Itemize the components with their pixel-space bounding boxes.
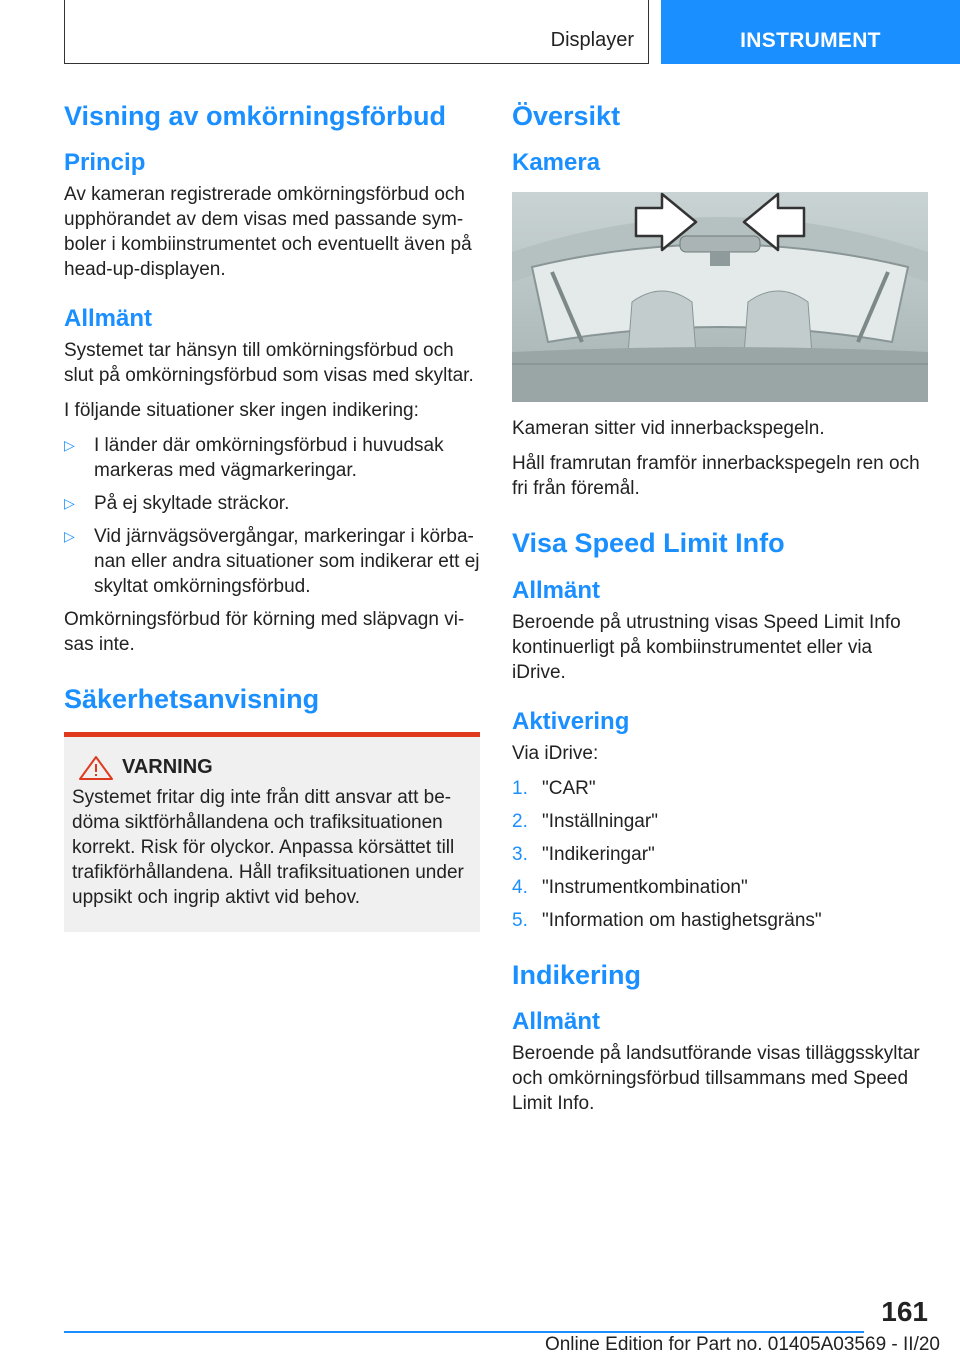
- list-item: 1. "CAR": [512, 777, 596, 799]
- allmant-text-2: I följande situationer sker ingen indikering:: [64, 400, 419, 422]
- heading-indikering-allmant: Allmänt: [512, 1008, 601, 1036]
- warning-header: [72, 755, 470, 781]
- section-title-safety: Säkerhetsanvisning: [64, 684, 320, 715]
- triangle-bullet-icon: ▷: [64, 495, 75, 512]
- page-number: 161: [881, 1296, 928, 1327]
- camera-location-illustration: [512, 192, 928, 402]
- triangle-bullet-icon: ▷: [64, 528, 75, 545]
- footer-edition: Online Edition for Part no. 01405A03569 - II/20: [544, 1334, 940, 1355]
- situation-list: [64, 433, 480, 599]
- right-column: [512, 100, 928, 1126]
- list-item: 5. "Information om hastighetsgräns": [512, 909, 822, 931]
- warning-box: [64, 732, 480, 932]
- header-chapter-label: INSTRUMENT: [740, 29, 881, 52]
- list-item: ▷ På ej skyltade sträckor.: [64, 493, 290, 515]
- header-chapter-tab: [661, 0, 960, 64]
- list-item: ▷ Vid järnvägsövergångar, markeringar i körbanan eller andra situationer som indikerar ett ej skyltat omkörningsförbud.: [64, 526, 480, 598]
- aktivering-intro: Via iDrive:: [512, 742, 599, 764]
- list-item: 4. "Instrumentkombination": [512, 876, 748, 898]
- section-title-overtaking: Visning av omkörningsförbud: [64, 101, 447, 131]
- heading-princip: Princip: [64, 149, 146, 177]
- warning-triangle-icon: [78, 755, 114, 781]
- speed-allmant-text: Beroende på utrustning visas Speed Limit Info kontinuerligt på kombiinstrumentet eller via iDrive.: [512, 611, 901, 683]
- list-item: 2. "Inställningar": [512, 810, 658, 832]
- heading-speed-allmant: Allmänt: [512, 576, 601, 604]
- header-section-label: Displayer: [550, 29, 634, 51]
- section-title-speed-limit: Visa Speed Limit Info: [512, 528, 785, 559]
- kamera-text-2: Håll framrutan framför innerbackspegeln ren och fri från föremål.: [512, 453, 920, 500]
- list-item: ▷ I länder där omkörningsförbud i huvudsak markeras med vägmarkeringar.: [64, 435, 444, 482]
- warning-label: VARNING: [122, 756, 213, 779]
- indikering-text: Beroende på landsutförande visas tilläggsskyltar och omkörningsförbud tillsammans med Speed Limit Info.: [512, 1043, 920, 1115]
- header-section-tab: [64, 0, 649, 64]
- activation-steps: [512, 776, 928, 933]
- kamera-text-1: Kameran sitter vid innerbackspegeln.: [512, 418, 825, 440]
- section-title-overview: Översikt: [512, 101, 621, 131]
- princip-text: Av kameran registrerade omkörningsförbud och upphörandet av dem visas med passande symboler i kombiinstrumentet och eventuellt även på head-up-displayen.: [64, 184, 472, 281]
- heading-allmant: Allmänt: [64, 305, 153, 333]
- heading-kamera: Kamera: [512, 149, 601, 177]
- section-title-indikering: Indikering: [512, 959, 642, 990]
- warning-text: Systemet fritar dig inte från ditt ansvar att bedöma siktförhållandena och trafiksituationen korrekt. Risk för olyckor. Anpassa körsättet till trafikförhållandena. Håll trafiksituationen under uppsikt och ingrip aktivt vid behov.: [72, 786, 464, 908]
- heading-aktivering: Aktivering: [512, 707, 630, 735]
- left-column: [64, 100, 480, 932]
- footer-divider: [64, 1331, 864, 1333]
- allmant-text-3: Omkörningsförbud för körning med släpvagn visas inte.: [64, 609, 465, 656]
- triangle-bullet-icon: ▷: [64, 437, 75, 454]
- list-item: 3. "Indikeringar": [512, 843, 655, 865]
- allmant-text-1: Systemet tar hänsyn till omkörningsförbud och slut på omkörningsförbud som visas med skyltar.: [64, 340, 474, 387]
